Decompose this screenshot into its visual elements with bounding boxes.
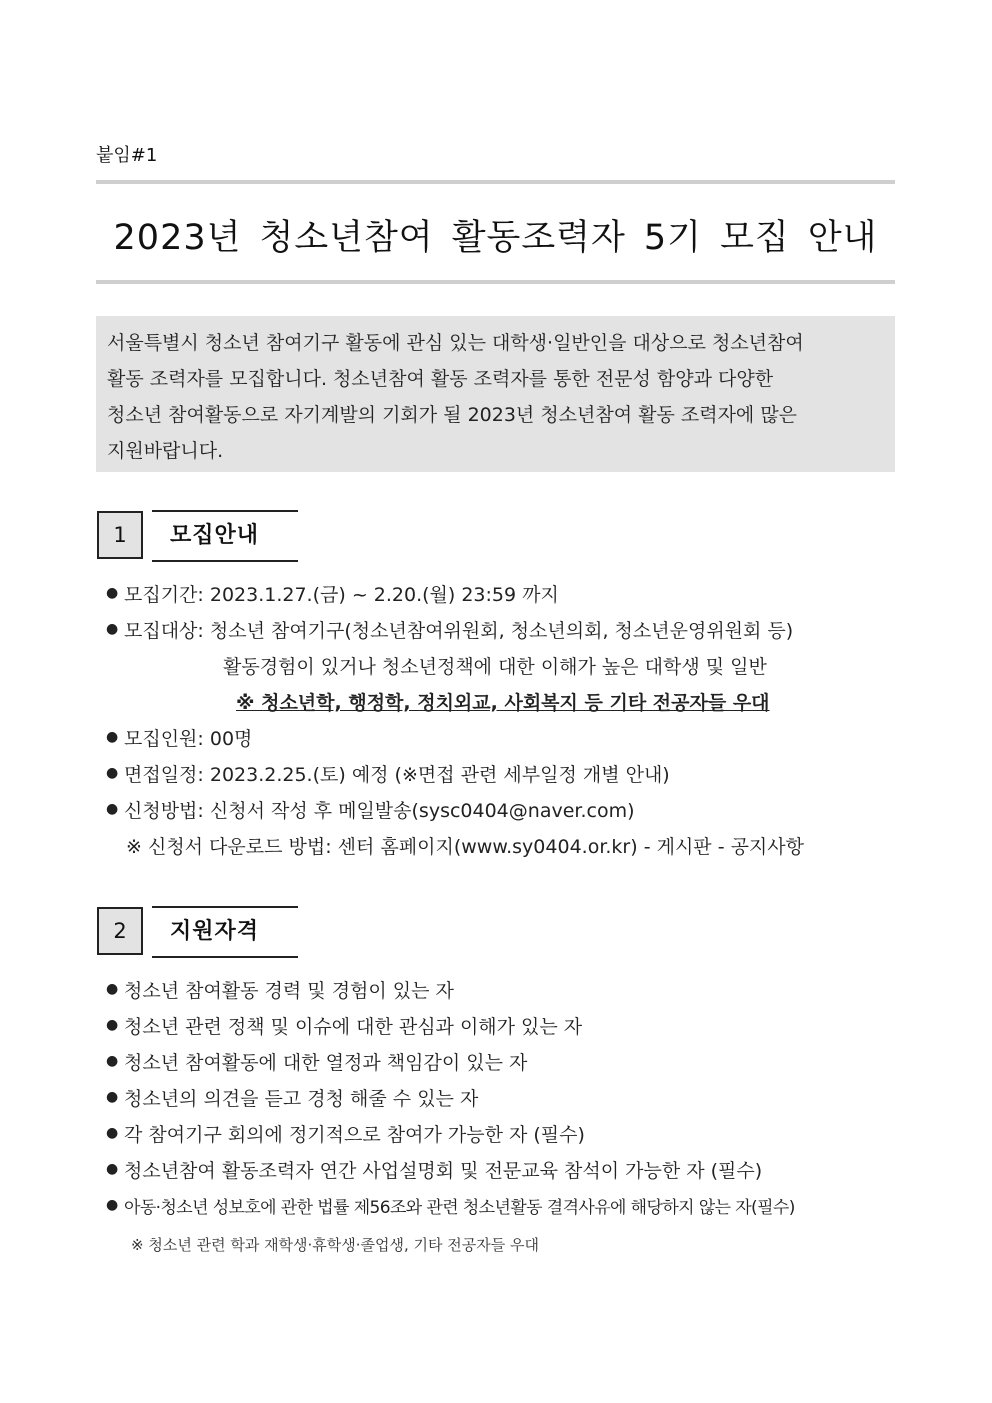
bullet-icon: ● [106, 585, 119, 601]
attachment-label: 붙임#1 [96, 145, 158, 166]
bullet-icon: ● [106, 1089, 119, 1105]
title-top-rule [96, 180, 895, 184]
bullet-icon: ● [106, 801, 119, 817]
qualification-item: 청소년 참여활동 경력 및 경험이 있는 자 [124, 980, 454, 1002]
preferred-majors-note: ※ 청소년학, 행정학, 정치외교, 사회복지 등 기타 전공자들 우대 [236, 692, 770, 714]
qualification-item: 청소년 관련 정책 및 이슈에 대한 관심과 이해가 있는 자 [124, 1016, 583, 1038]
qualification-item: 아동·청소년 성보호에 관한 법률 제56조와 관련 청소년활동 결격사유에 해당하지 않는 자(필수) [124, 1198, 795, 1218]
recruit-period: 모집기간: 2023.1.27.(금) ~ 2.20.(월) 23:59 까지 [124, 584, 559, 606]
qualification-item: 청소년참여 활동조력자 연간 사업설명회 및 전문교육 참석이 가능한 자 (필수) [124, 1160, 763, 1182]
recruit-target-continued: 활동경험이 있거나 청소년정책에 대한 이해가 높은 대학생 및 일반 [223, 656, 767, 678]
bullet-icon: ● [106, 621, 119, 637]
qualification-item: 청소년의 의견을 듣고 경청 해줄 수 있는 자 [124, 1088, 479, 1110]
interview-schedule: 면접일정: 2023.2.25.(토) 예정 (※면접 관련 세부일정 개별 안내) [124, 764, 670, 786]
bullet-icon: ● [106, 765, 119, 781]
bullet-icon: ● [106, 1017, 119, 1033]
apply-method: 신청방법: 신청서 작성 후 메일발송(sysc0404@naver.com) [124, 800, 635, 822]
intro-line: 활동 조력자를 모집합니다. 청소년참여 활동 조력자를 통한 전문성 함양과 다양한 [107, 368, 774, 390]
bullet-icon: ● [106, 1161, 119, 1177]
section-1-title: 모집안내 [152, 510, 298, 562]
bullet-icon: ● [106, 729, 119, 745]
recruit-headcount: 모집인원: 00명 [124, 728, 253, 750]
recruit-target: 모집대상: 청소년 참여기구(청소년참여위원회, 청소년의회, 청소년운영위원회 등) [124, 620, 794, 642]
download-method: ※ 신청서 다운로드 방법: 센터 홈페이지(www.sy0404.or.kr) - 게시판 - 공지사항 [126, 836, 804, 858]
qualification-item: 청소년 참여활동에 대한 열정과 책임감이 있는 자 [124, 1052, 528, 1074]
intro-line: 서울특별시 청소년 참여기구 활동에 관심 있는 대학생·일반인을 대상으로 청소년참여 [107, 332, 804, 354]
bullet-icon: ● [106, 1053, 119, 1069]
document-title: 2023년 청소년참여 활동조력자 5기 모집 안내 [113, 218, 878, 258]
section-1-number: 1 [97, 511, 143, 559]
bullet-icon: ● [106, 981, 119, 997]
intro-line: 청소년 참여활동으로 자기계발의 기회가 될 2023년 청소년참여 활동 조력자에 많은 [107, 404, 798, 426]
section-2-title: 지원자격 [152, 906, 298, 958]
bullet-icon: ● [106, 1125, 119, 1141]
intro-line: 지원바랍니다. [107, 440, 224, 462]
qualification-item: 각 참여기구 회의에 정기적으로 참여가 가능한 자 (필수) [124, 1124, 585, 1146]
section-2-number: 2 [97, 907, 143, 955]
qualification-note: ※ 청소년 관련 학과 재학생·휴학생·졸업생, 기타 전공자들 우대 [131, 1236, 540, 1254]
intro-box [96, 316, 895, 472]
bullet-icon: ● [106, 1197, 119, 1213]
title-bottom-rule [96, 280, 895, 284]
